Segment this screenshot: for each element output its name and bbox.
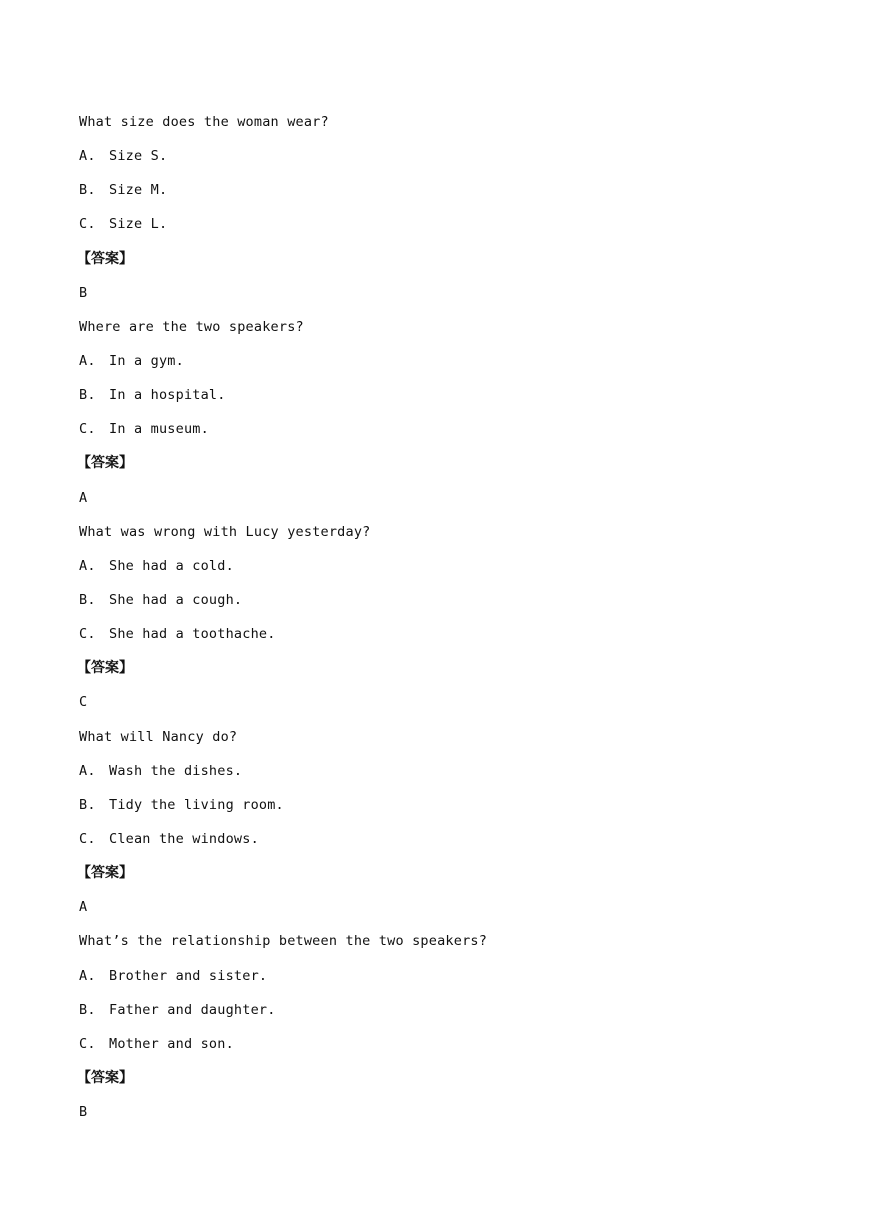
option-c (79, 1034, 799, 1068)
answer-heading (79, 863, 799, 897)
option-letter: A. (79, 557, 96, 574)
option-text: She had a toothache. (109, 626, 276, 643)
option-letter: B. (79, 387, 96, 404)
option-b (79, 1000, 799, 1034)
answer-heading (79, 1068, 799, 1102)
question-text: What was wrong with Lucy yesterday? (79, 523, 371, 540)
question-block (79, 112, 799, 317)
answer-value: A (79, 899, 88, 916)
answer-heading (79, 658, 799, 692)
option-c (79, 214, 799, 248)
option-a (79, 761, 799, 795)
option-letter: C. (79, 216, 96, 233)
option-b (79, 385, 799, 419)
option-letter: C. (79, 830, 96, 847)
option-letter: B. (79, 796, 96, 813)
option-text: Size S. (109, 148, 168, 165)
option-text: In a hospital. (109, 387, 226, 404)
option-letter: B. (79, 591, 96, 608)
answer-value: B (79, 1104, 88, 1121)
option-letter: B. (79, 182, 96, 199)
option-b (79, 180, 799, 214)
question-text: What’s the relationship between the two speakers? (79, 933, 488, 950)
option-text: She had a cough. (109, 591, 243, 608)
option-text: Tidy the living room. (109, 796, 284, 813)
question-block (79, 522, 799, 727)
option-text: Size M. (109, 182, 168, 199)
option-letter: C. (79, 421, 96, 438)
answer-label: 【答案】 (77, 250, 133, 267)
question-block (79, 317, 799, 522)
option-a (79, 146, 799, 180)
question-text: What will Nancy do? (79, 728, 238, 745)
option-text: Father and daughter. (109, 1001, 276, 1018)
option-b (79, 590, 799, 624)
option-letter: C. (79, 1035, 96, 1052)
option-text: Brother and sister. (109, 967, 268, 984)
option-c (79, 829, 799, 863)
option-c (79, 419, 799, 453)
option-letter: A. (79, 352, 96, 369)
document-page (79, 112, 799, 1136)
option-b (79, 795, 799, 829)
option-text: Mother and son. (109, 1035, 234, 1052)
answer-heading (79, 249, 799, 283)
option-letter: C. (79, 626, 96, 643)
answer-value: B (79, 284, 88, 301)
answer-label: 【答案】 (77, 865, 133, 882)
option-letter: A. (79, 967, 96, 984)
answer-value: A (79, 489, 88, 506)
option-a (79, 556, 799, 590)
option-a (79, 351, 799, 385)
option-text: In a gym. (109, 352, 184, 369)
option-letter: A. (79, 148, 96, 165)
answer-label: 【答案】 (77, 455, 133, 472)
question-block (79, 931, 799, 1136)
question-block (79, 727, 799, 932)
option-text: Size L. (109, 216, 168, 233)
option-letter: A. (79, 762, 96, 779)
answer-value: C (79, 694, 88, 711)
option-c (79, 624, 799, 658)
option-text: Wash the dishes. (109, 762, 243, 779)
answer-heading (79, 453, 799, 487)
answer-label: 【答案】 (77, 660, 133, 677)
option-a (79, 966, 799, 1000)
option-text: In a museum. (109, 421, 209, 438)
option-letter: B. (79, 1001, 96, 1018)
option-text: Clean the windows. (109, 830, 259, 847)
answer-label: 【答案】 (77, 1069, 133, 1086)
question-text: What size does the woman wear? (79, 114, 329, 130)
question-text: Where are the two speakers? (79, 318, 304, 335)
option-text: She had a cold. (109, 557, 234, 574)
